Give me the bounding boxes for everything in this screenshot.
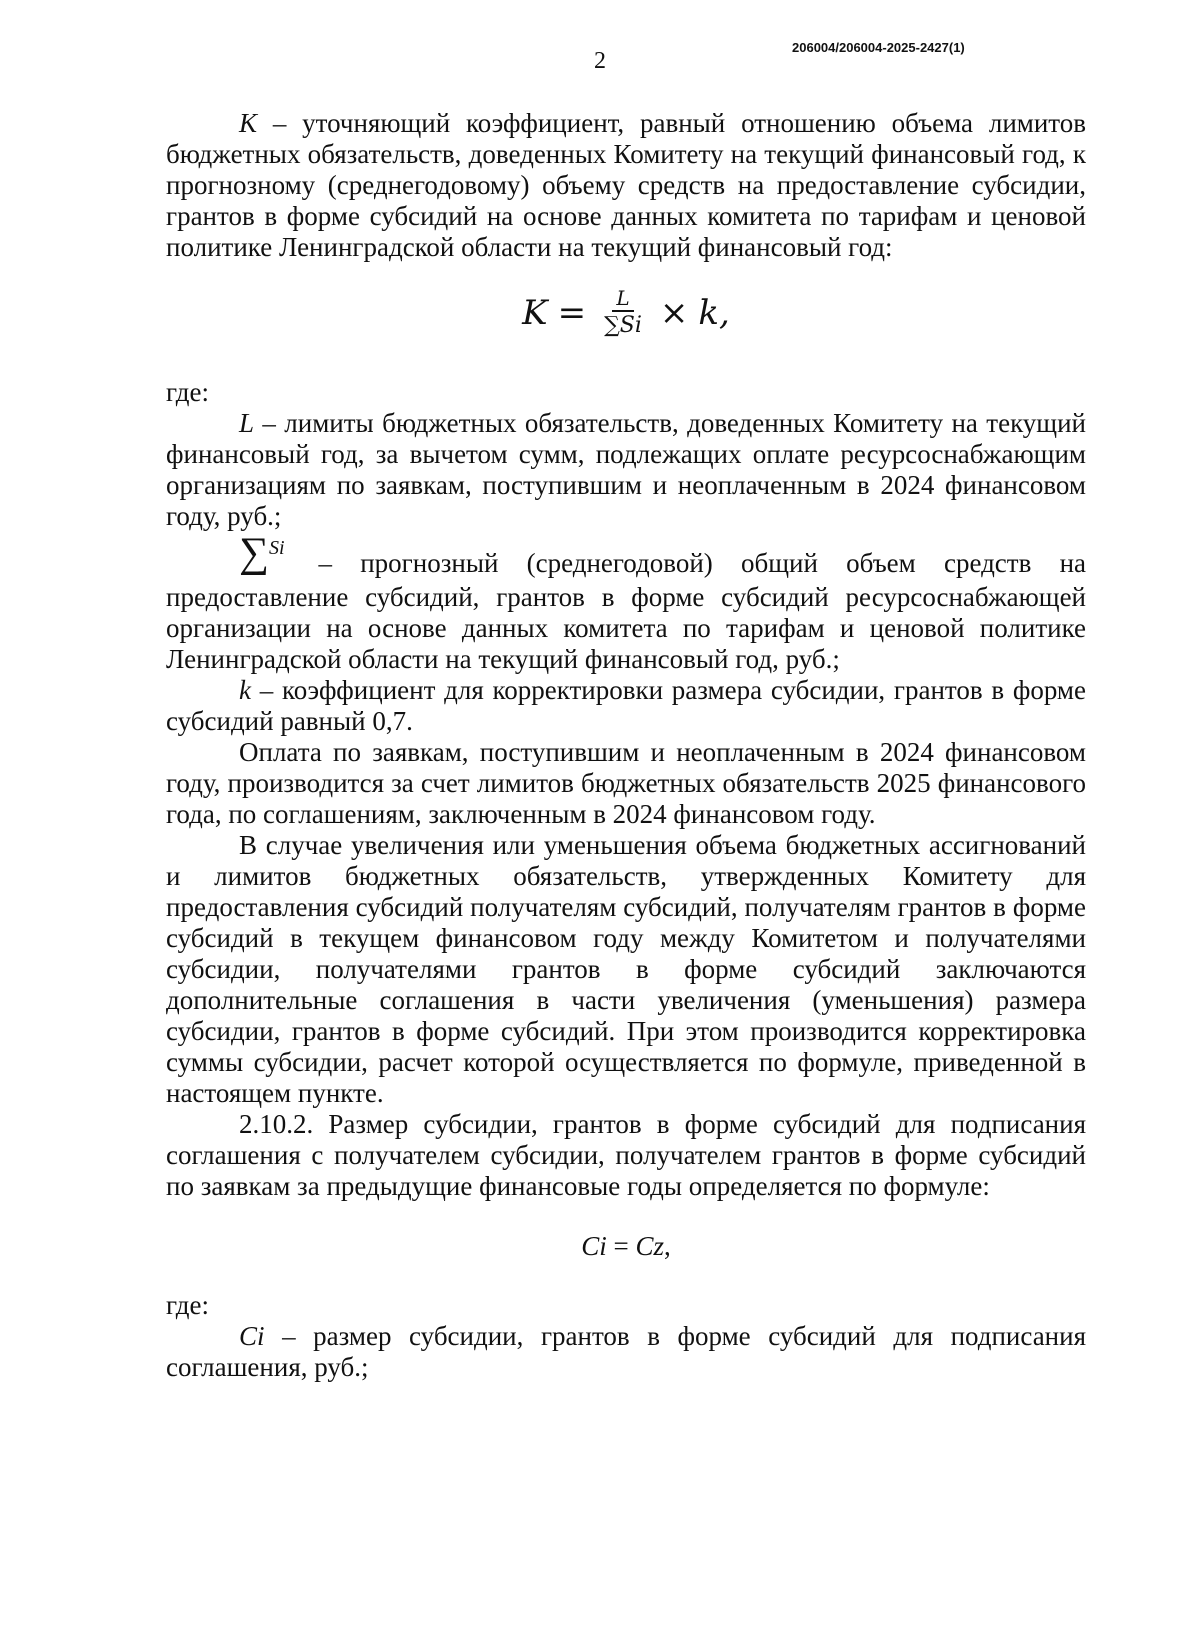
payment-paragraph: Оплата по заявкам, поступившим и неоплаченным в 2024 финансовом году, производится за счет лимитов бюджетных обязательств 2025 финансового года, по соглашениям, заключенным в 2024 финансовом году. bbox=[166, 737, 1086, 829]
Ci-definition-paragraph bbox=[166, 1321, 1086, 1383]
L-definition-paragraph bbox=[166, 408, 1086, 532]
where-label-2: где: bbox=[166, 1290, 209, 1320]
sum-symbol-large: ∑ bbox=[239, 530, 269, 576]
formula-ci-tail: , bbox=[664, 1230, 671, 1261]
k-definition-text: – уточняющий коэффициент, равный отношению объема лимитов бюджетных обязательств, доведенных Комитету на текущий финансовый год, к прогнозному (среднегодовому) объему средств на предоставление субсидии, грантов в форме субсидий на основе данных комитета по тарифам и ценовой политике Ленинградской области на текущий финансовый год: bbox=[166, 108, 1086, 262]
formula-k-numerator: L bbox=[612, 286, 633, 312]
formula-k bbox=[166, 269, 1086, 357]
sum-variable: Si bbox=[268, 537, 285, 559]
page-number: 2 bbox=[594, 48, 606, 74]
document-body bbox=[166, 108, 1086, 1383]
formula-k-equals: = bbox=[557, 292, 587, 333]
formula-k-lhs: K bbox=[522, 292, 548, 333]
L-definition-text: – лимиты бюджетных обязательств, доведенных Комитету на текущий финансовый год, за вычетом сумм, подлежащих оплате ресурсоснабжающим организациям по заявкам, поступившим и неоплаченным в 2024 финансовом году, руб.; bbox=[166, 408, 1086, 531]
change-paragraph: В случае увеличения или уменьшения объема бюджетных ассигнований и лимитов бюджетных обязательств, утвержденных Комитету для предоставления субсидий получателям субсидий, получателям грантов в форме субсидий в текущем финансовом году между Комитетом и получателями субсидии, получателями грантов в форме субсидий заключаются дополнительные соглашения в части увеличения (уменьшения) размера субсидии, грантов в форме субсидий. При этом производится корректировка суммы субсидии, расчет которой осуществляется по формуле, приведенной в настоящем пункте. bbox=[166, 830, 1086, 1108]
k-variable: K bbox=[239, 108, 258, 138]
sum-definition-text: – прогнозный (среднегодовой) общий объем средств на предоставление субсидий, грантов в форме субсидий ресурсоснабжающей организации на основе данных комитета по тарифам и ценовой политике Ленинградской области на текущий финансовый год, руб.; bbox=[166, 548, 1086, 674]
formula-ci-equals: = bbox=[606, 1230, 636, 1261]
sum-definition-paragraph bbox=[166, 530, 1086, 675]
k-small-variable: k bbox=[239, 675, 251, 705]
where-label-1: где: bbox=[166, 377, 209, 407]
k-small-definition-paragraph bbox=[166, 675, 1086, 737]
document-reference: 206004/206004-2025-2427(1) bbox=[792, 40, 965, 55]
formula-ci-rhs: Cz bbox=[635, 1230, 665, 1261]
Ci-variable: Ci bbox=[239, 1321, 265, 1351]
formula-k-rhs: k, bbox=[698, 292, 730, 333]
formula-k-denominator bbox=[604, 312, 642, 340]
formula-k-denominator-var: Si bbox=[619, 313, 642, 338]
sum-symbol: ∑ bbox=[604, 313, 620, 338]
k-small-definition-text: – коэффициент для корректировки размера субсидии, грантов в форме субсидий равный 0,7. bbox=[166, 675, 1086, 736]
Ci-definition-text: – размер субсидии, грантов в форме субсидий для подписания соглашения, руб.; bbox=[166, 1321, 1086, 1382]
formula-k-times: × bbox=[659, 292, 689, 333]
L-variable: L bbox=[239, 408, 255, 438]
k-definition-paragraph bbox=[166, 108, 1086, 263]
formula-ci-lhs: Ci bbox=[581, 1230, 607, 1261]
formula-ci bbox=[166, 1216, 1086, 1276]
section-2-10-2-paragraph: 2.10.2. Размер субсидии, грантов в форме субсидий для подписания соглашения с получателем субсидии, получателем грантов в форме субсидий по заявкам за предыдущие финансовые годы определяется по формуле: bbox=[166, 1109, 1086, 1201]
formula-k-fraction bbox=[604, 286, 642, 340]
